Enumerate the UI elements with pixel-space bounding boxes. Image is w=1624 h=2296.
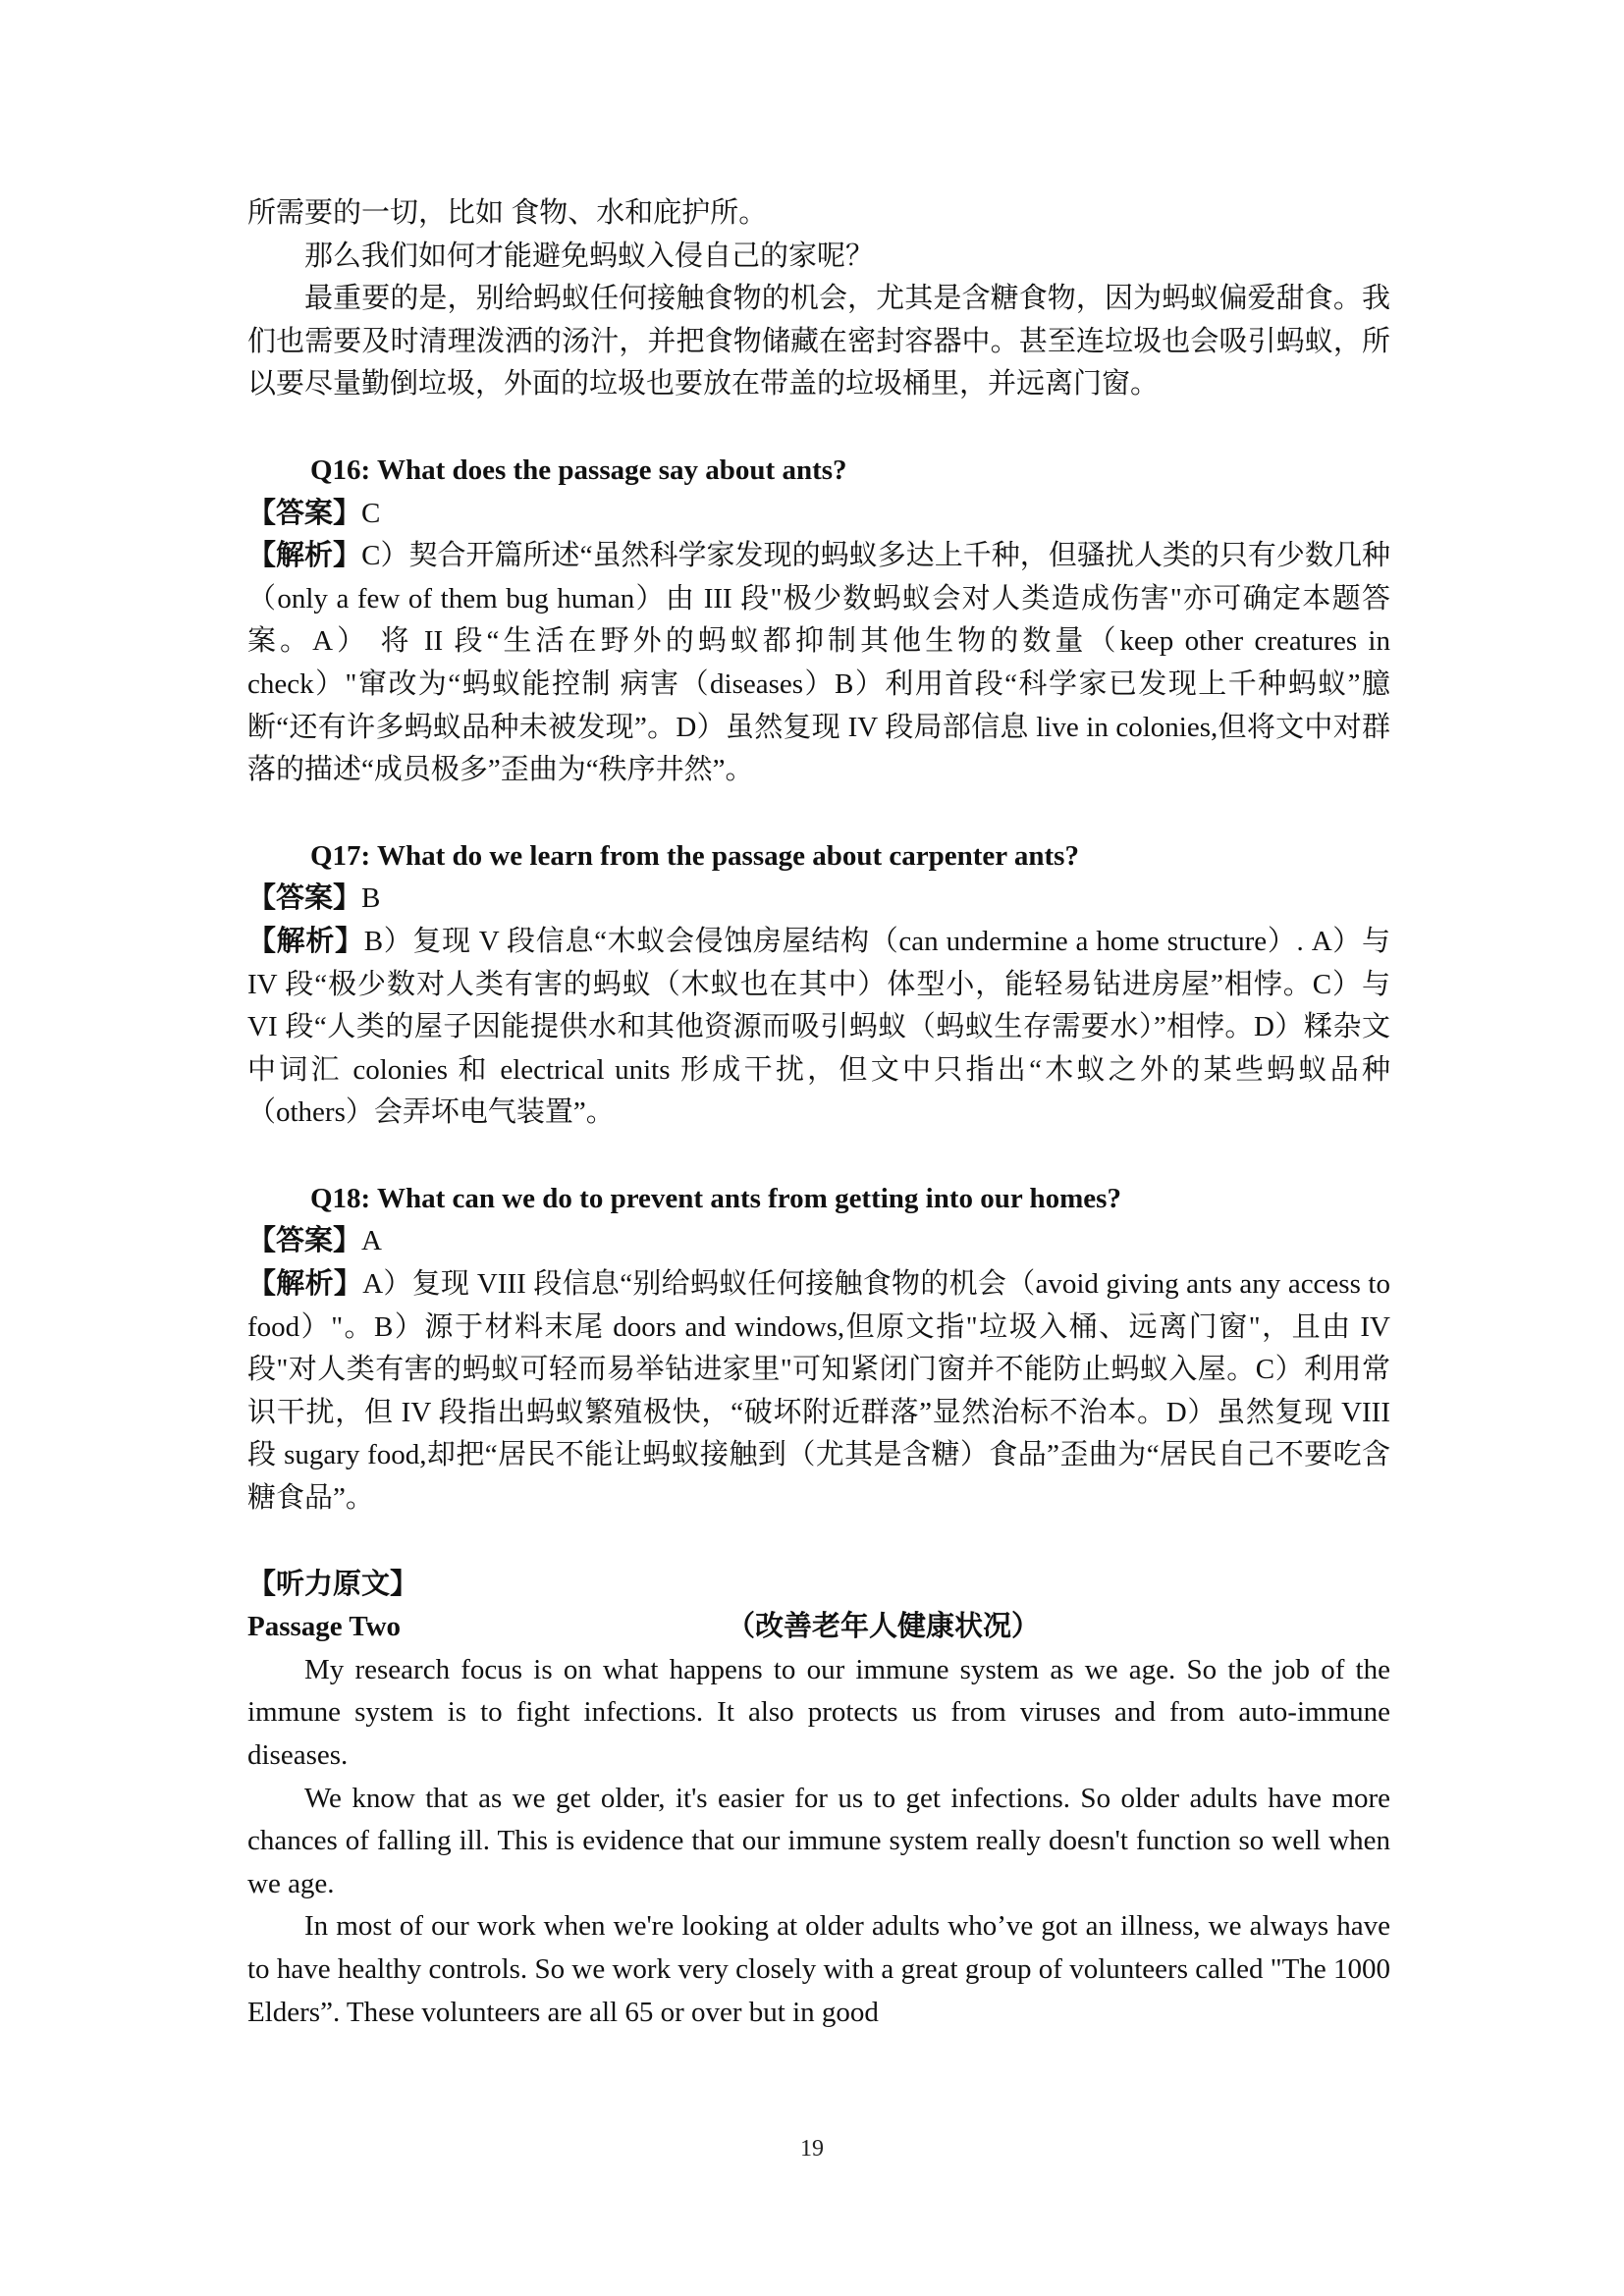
q18-analysis xyxy=(247,1263,1390,1521)
answer-label: 【答案】 xyxy=(247,882,362,915)
q17-question: Q17: What do we learn from the passage about carpenter ants? xyxy=(310,839,1079,872)
q18-question: Q18: What can we do to prevent ants from getting into our homes? xyxy=(310,1182,1121,1214)
passage-paragraph-3: In most of our work when we're looking at older adults who’ve got an illness, we always have to have healthy controls. So we work very closely with a great group of volunteers called "The 1000 Elders”. These volunteers are all 65 or over but in good xyxy=(247,1910,1390,2028)
section-gap xyxy=(247,1135,1390,1178)
section-gap xyxy=(247,406,1390,450)
q16-answer xyxy=(247,493,1390,536)
section-gap xyxy=(247,1521,1390,1564)
q16-analysis xyxy=(247,535,1390,792)
analysis-text: A）复现 VIII 段信息“别给蚂蚁任何接触食物的机会（avoid giving ants any access to food）"。B）源于材料末尾 doors and windows,但原文指"垃圾入桶、远离门窗"，且由 IV 段"对人类有害的蚂蚁可轻而易举钻进家里"可知紧闭门窗并不能防止蚂蚁入屋。C）利用常识干扰，但 IV 段指出蚂蚁繁殖极快，“破坏附近群落”显然治标不治本。D）虽然复现 VIII 段 sugary food,却把“居民不能让蚂蚁接触到（尤其是含糖）食品”歪曲为“居民自己不要吃含糖食品”。 xyxy=(247,1268,1390,1515)
q18-answer xyxy=(247,1220,1390,1263)
q16-question: Q16: What does the passage say about ants? xyxy=(310,454,847,486)
passage-subtitle: （改善老年人健康状况） xyxy=(727,1611,1041,1643)
analysis-label: 【解析】 xyxy=(247,1268,363,1301)
passage-title: Passage Two xyxy=(247,1611,402,1643)
answer-label: 【答案】 xyxy=(247,497,362,529)
intro-advice-paragraph: 最重要的是，别给蚂蚁任何接触食物的机会，尤其是含糖食物，因为蚂蚁偏爱甜食。我们也需要及时清理泼洒的汤汁，并把食物储藏在密封容器中。甚至连垃圾也会吸引蚂蚁，所以要尽量勤倒垃圾，外面的垃圾也要放在带盖的垃圾桶里，并远离门窗。 xyxy=(247,283,1390,400)
passage-paragraph-1: My research focus is on what happens to our immune system as we age. So the job of the immune system is to fight infections. It also protects us from viruses and from auto-immune diseases. xyxy=(247,1653,1390,1771)
analysis-text: C）契合开篇所述“虽然科学家发现的蚂蚁多达上千种，但骚扰人类的只有少数几种（only a few of them bug human）由 III 段"极少数蚂蚁会对人类造成伤害"亦可确定本题答案。A） 将 II 段“生活在野外的蚂蚁都抑制其他生物的数量（keep other creatures in check）"窜改为“蚂蚁能控制 病害（diseases）B）利用首段“科学家已发现上千种蚂蚁”臆断“还有许多蚂蚁品种未被发现”。D）虽然复现 IV 段局部信息 live in colonies,但将文中对群落的描述“成员极多”歪曲为“秩序井然”。 xyxy=(247,540,1390,786)
q17-analysis xyxy=(247,921,1390,1135)
intro-question-paragraph: 那么我们如何才能避免蚂蚁入侵自己的家呢？ xyxy=(304,240,875,272)
q17-answer xyxy=(247,878,1390,921)
answer-value: C xyxy=(361,497,381,529)
analysis-label: 【解析】 xyxy=(247,540,362,572)
section-gap xyxy=(247,792,1390,835)
analysis-label: 【解析】 xyxy=(247,925,364,957)
answer-value: A xyxy=(361,1225,382,1257)
listening-heading: 【听力原文】 xyxy=(247,1568,419,1600)
page-number: 19 xyxy=(800,2136,824,2162)
passage-paragraph-2: We know that as we get older, it's easier for us to get infections. So older adults have more chances of falling ill. This is evidence that our immune system really doesn't function so well when we age. xyxy=(247,1782,1390,1899)
document-page xyxy=(247,192,1390,2034)
passage-title-line xyxy=(247,1606,1390,1649)
analysis-text: B）复现 V 段信息“木蚁会侵蚀房屋结构（can undermine a home structure）. A）与 IV 段“极少数对人类有害的蚂蚁（木蚁也在其中）体型小，能轻易钻进房屋”相悖。C）与 VI 段“人类的屋子因能提供水和其他资源而吸引蚂蚁（蚂蚁生存需要水）”相悖。D）糅杂文中词汇 colonies 和 electrical units 形成干扰，但文中只指出“木蚁之外的某些蚂蚁品种（others）会弄坏电气装置”。 xyxy=(247,925,1390,1129)
answer-value: B xyxy=(361,882,381,915)
intro-line: 所需要的一切，比如 食物、水和庇护所。 xyxy=(247,197,768,229)
answer-label: 【答案】 xyxy=(247,1225,362,1257)
